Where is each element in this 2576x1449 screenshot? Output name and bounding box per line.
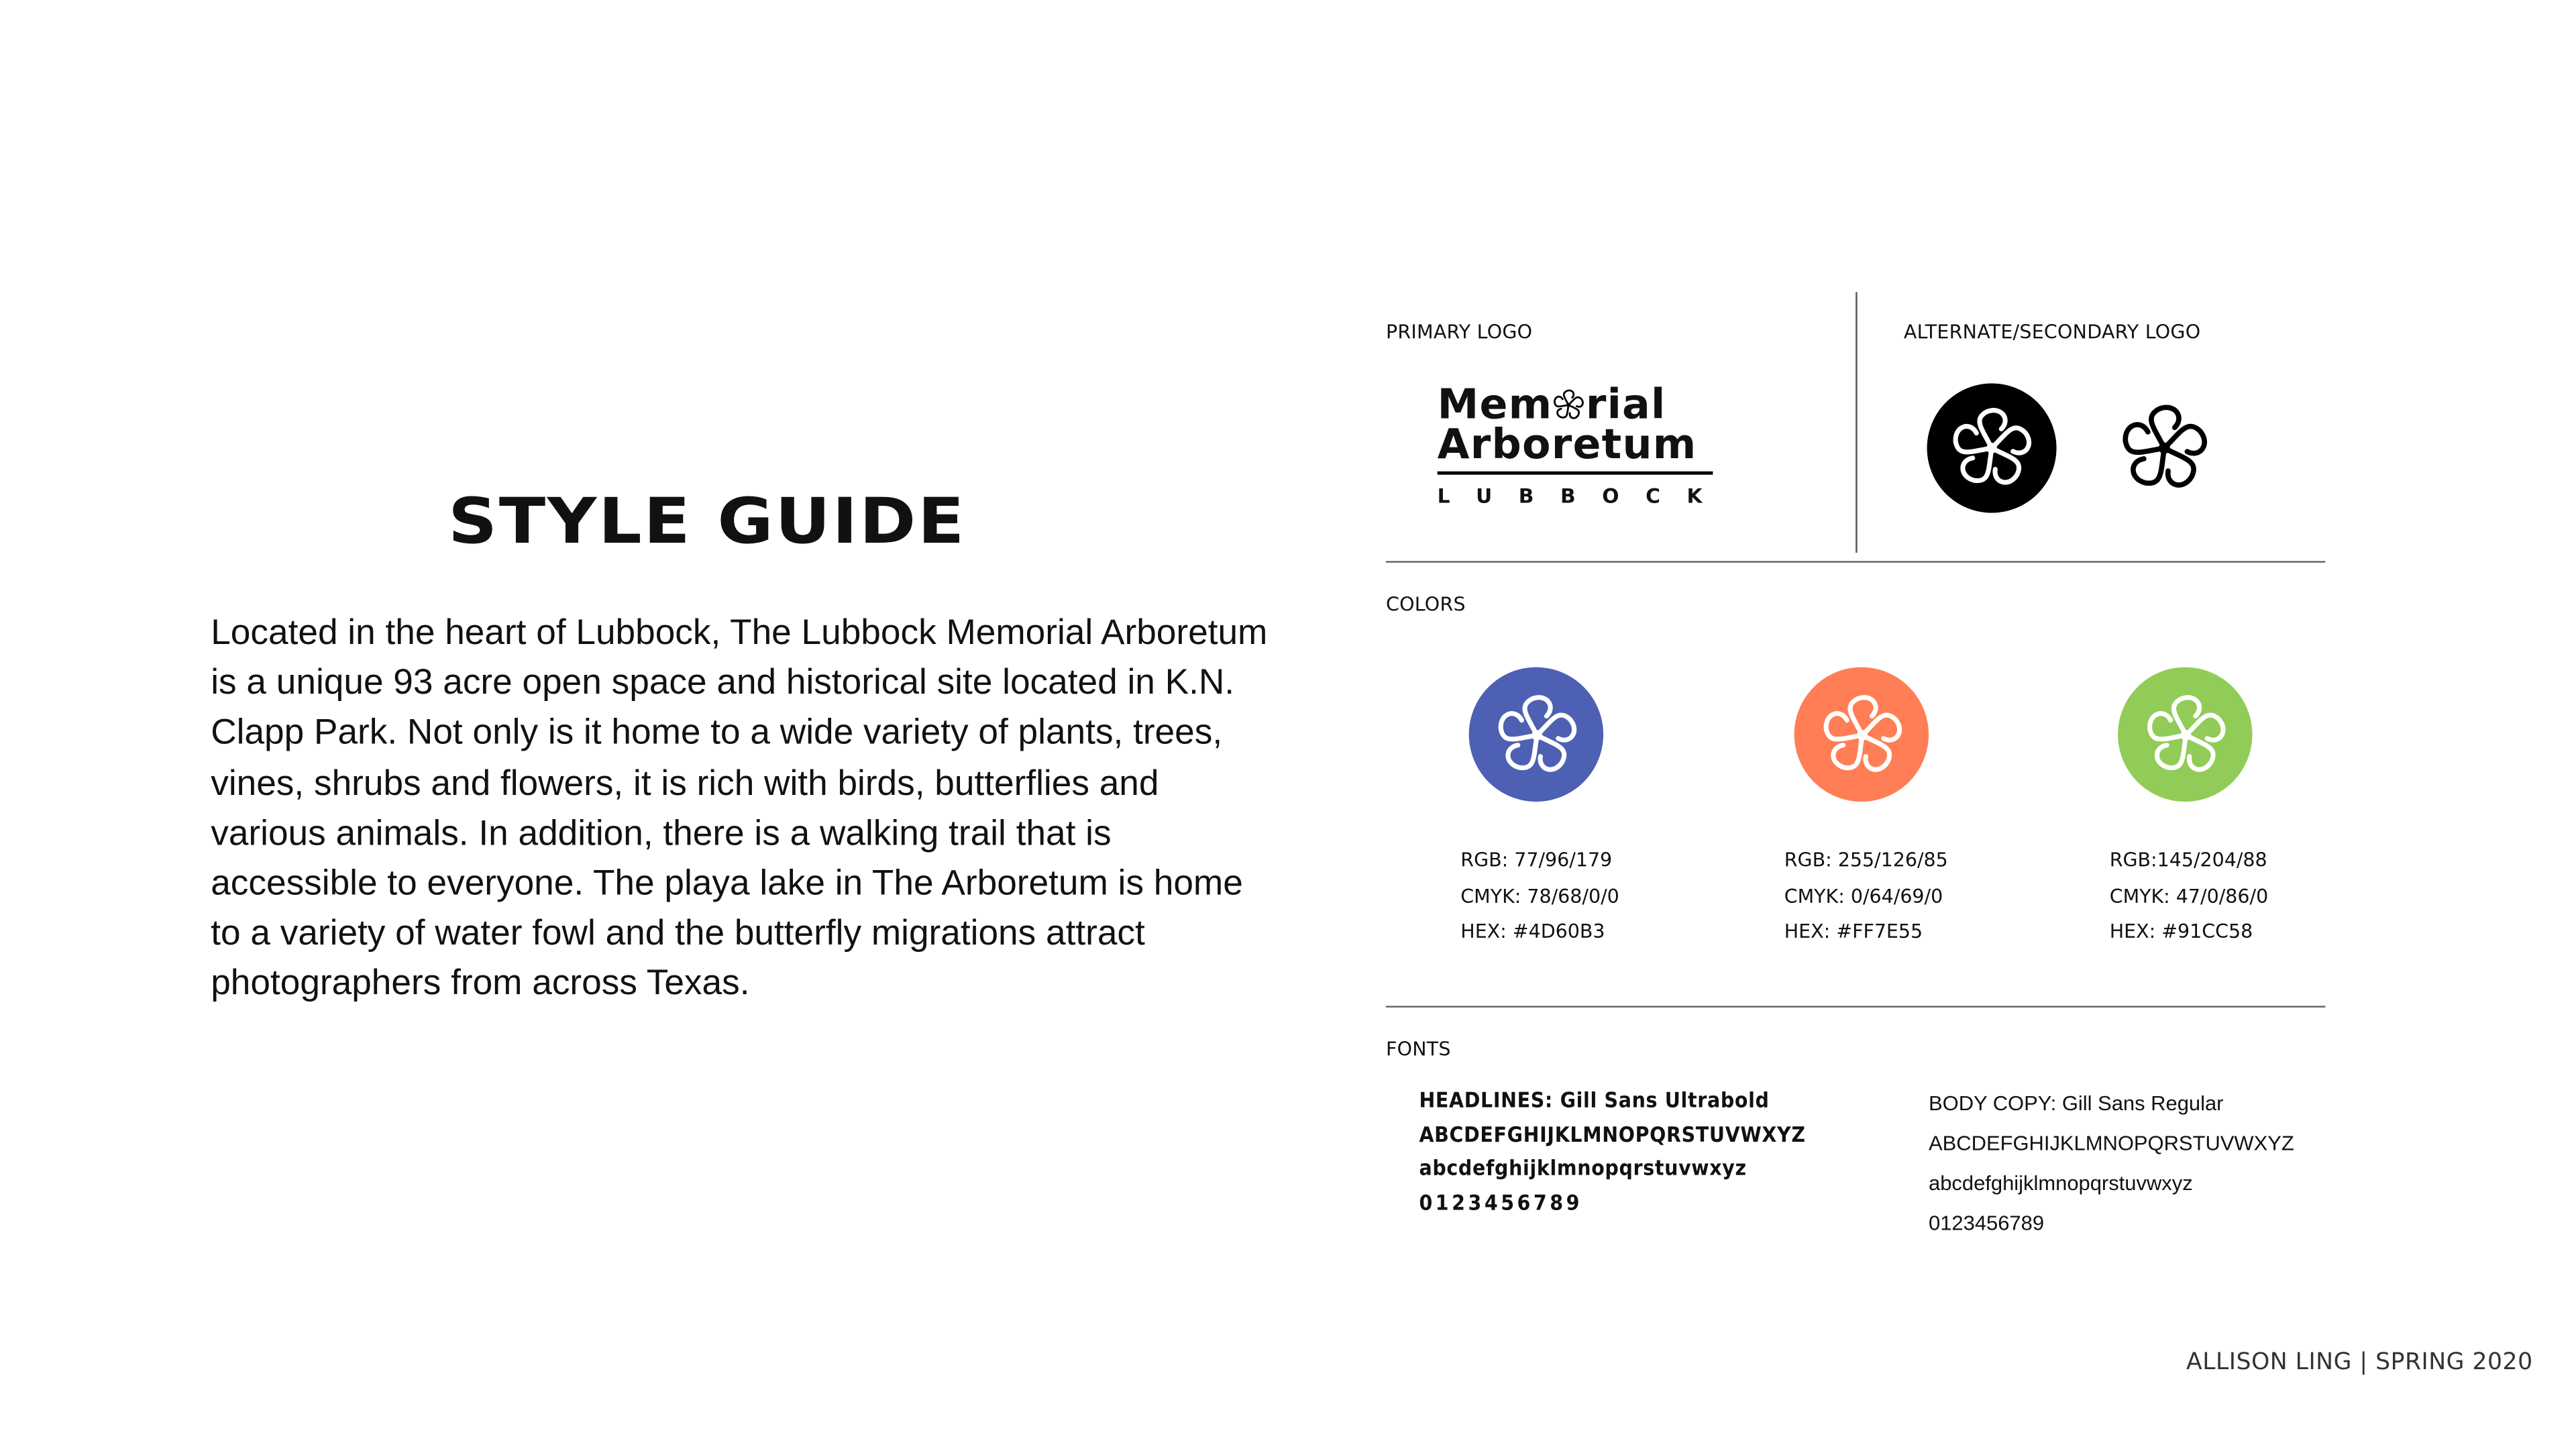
description-text: Located in the heart of Lubbock, The Lubbock Memorial Arboretum is a unique 93 acre open space and historical site located in K.N. Clapp Park. Not only is it home to a wide variety of plants, trees, vines, shrubs and flowers, it is rich with birds, butterflies and various animals. In addition, there is a walking trail that is accessible to everyone. The playa lake in The Arboretum is home to a variety of water fowl and the butterfly migrations attract photographers from across Texas. [211,612,1268,1004]
color-swatch [1469,667,1603,802]
swatch-blue [1469,667,1603,802]
headline-digits: 0123456789 [1419,1189,1582,1214]
vertical-divider [1856,292,1857,552]
body-digits: 0123456789 [1929,1212,2045,1235]
body-font-sample [1929,1084,2294,1244]
section-divider [1386,1006,2325,1007]
color-swatch [2118,667,2252,802]
colors-label: COLORS [1385,592,1466,616]
body-lowercase: abcdefghijklmnopqrstuvwxyz [1929,1171,2193,1195]
headline-lowercase: abcdefghijklmnopqrstuvwxyz [1419,1155,1747,1181]
cmyk-value: CMYK: 47/0/86/0 [2109,883,2269,908]
logo-divider [1438,472,1713,475]
rgb-value: RGB: 255/126/85 [1784,848,1948,871]
flower-icon [1949,405,2035,492]
body-font-name: BODY COPY: Gill Sans Regular [1929,1092,2224,1116]
color-specs-orange [1784,843,1948,951]
logo-word-lubbock: LUBBOCK [1437,484,1729,508]
cmyk-value: CMYK: 78/68/0/0 [1460,883,1619,908]
headline-font-sample [1419,1084,1805,1220]
hex-value: HEX: #FF7E55 [1784,919,1923,943]
color-specs-blue [1460,843,1619,951]
secondary-logo-filled [1927,384,2057,513]
footer-credit: ALLISON LING | SPRING 2020 [2186,1349,2533,1377]
color-specs-green [2110,843,2268,951]
flower-icon [2142,692,2229,778]
secondary-logo-outline [2118,402,2211,501]
rgb-value: RGB:145/204/88 [2109,848,2267,871]
color-swatch [1794,667,1929,802]
primary-logo [1437,380,1729,508]
swatch-orange [1794,667,1929,802]
swatch-green [2118,667,2252,802]
cmyk-value: CMYK: 0/64/69/0 [1784,883,1943,908]
logo-word-rial: rial [1585,380,1666,429]
headline-uppercase: ABCDEFGHIJKLMNOPQRSTUVWXYZ [1419,1121,1806,1146]
page-title: STYLE GUIDE [448,484,967,558]
secondary-logo-label: ALTERNATE/SECONDARY LOGO [1903,320,2201,344]
flower-icon [1552,388,1585,421]
hex-value: HEX: #4D60B3 [1460,919,1605,943]
flower-icon [1493,692,1580,778]
logo-word-arboretum: Arboretum [1437,419,1697,468]
flower-icon [1818,692,1904,778]
headline-font-name: HEADLINES: Gill Sans Ultrabold [1419,1087,1770,1112]
rgb-value: RGB: 77/96/179 [1460,848,1613,871]
primary-logo-label: PRIMARY LOGO [1385,320,1533,344]
logo-word-mem: Mem [1437,380,1553,429]
section-divider [1386,561,2325,562]
flower-icon [2118,402,2211,495]
hex-value: HEX: #91CC58 [2109,919,2253,943]
fonts-label: FONTS [1385,1037,1451,1061]
body-uppercase: ABCDEFGHIJKLMNOPQRSTUVWXYZ [1929,1132,2294,1156]
